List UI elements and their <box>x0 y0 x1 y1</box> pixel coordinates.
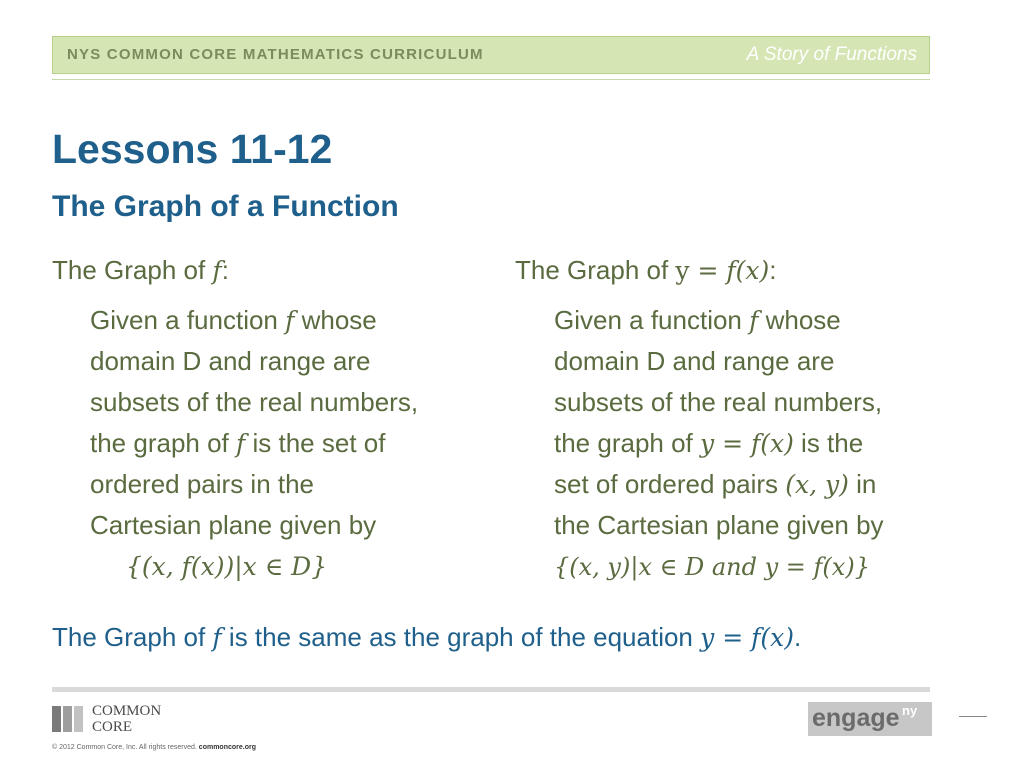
common-core-logo-icon <box>52 706 84 732</box>
story-label: A Story of Functions <box>746 44 917 65</box>
definition-line: Given a function f whose <box>90 305 377 335</box>
left-definition <box>90 300 418 587</box>
math-f: f <box>212 256 222 285</box>
corner-divider <box>959 716 987 717</box>
definition-line: Given a function f whose <box>554 305 841 335</box>
set-notation: {(x, y)|x ∈ D and y = f(x)} <box>554 553 870 581</box>
page-title: Lessons 11-12 <box>52 126 333 172</box>
logo-bar-icon <box>74 706 83 732</box>
definition-line: domain D and range are <box>90 346 371 376</box>
definition-line: subsets of the real numbers, <box>90 387 419 417</box>
summary-statement: The Graph of f is the same as the graph of the equation y = f(x). <box>52 622 802 652</box>
definition-line: set of ordered pairs (x, y) in <box>554 469 877 499</box>
footer-divider <box>52 687 930 692</box>
definition-line: Cartesian plane given by <box>90 510 377 540</box>
set-notation: {(x, f(x))|x ∈ D} <box>126 552 328 581</box>
definition-line: the Cartesian plane given by <box>554 510 884 540</box>
logo-bar-icon <box>52 706 61 732</box>
right-heading: The Graph of y = f(x): <box>515 255 777 285</box>
right-definition <box>554 300 884 587</box>
page-subtitle: The Graph of a Function <box>52 190 399 223</box>
header-bar <box>52 36 930 74</box>
engage-ny-logo: engage ny <box>808 702 932 736</box>
definition-line: domain D and range are <box>554 346 835 376</box>
logo-bar-icon <box>63 706 72 732</box>
definition-line: subsets of the real numbers, <box>554 387 883 417</box>
commoncore-link[interactable]: commoncore.org <box>198 744 256 751</box>
copyright-notice: © 2012 Common Core, Inc. All rights reserved. commoncore.org <box>52 744 256 751</box>
common-core-logo-text: COMMON CORE <box>92 703 162 735</box>
header-divider <box>52 79 930 80</box>
definition-line: the graph of y = f(x) is the <box>554 428 864 458</box>
curriculum-label: NYS COMMON CORE MATHEMATICS CURRICULUM <box>67 46 484 63</box>
left-heading: The Graph of f: <box>52 255 229 285</box>
definition-line: the graph of f is the set of <box>90 428 386 458</box>
definition-line: ordered pairs in the <box>90 469 315 499</box>
